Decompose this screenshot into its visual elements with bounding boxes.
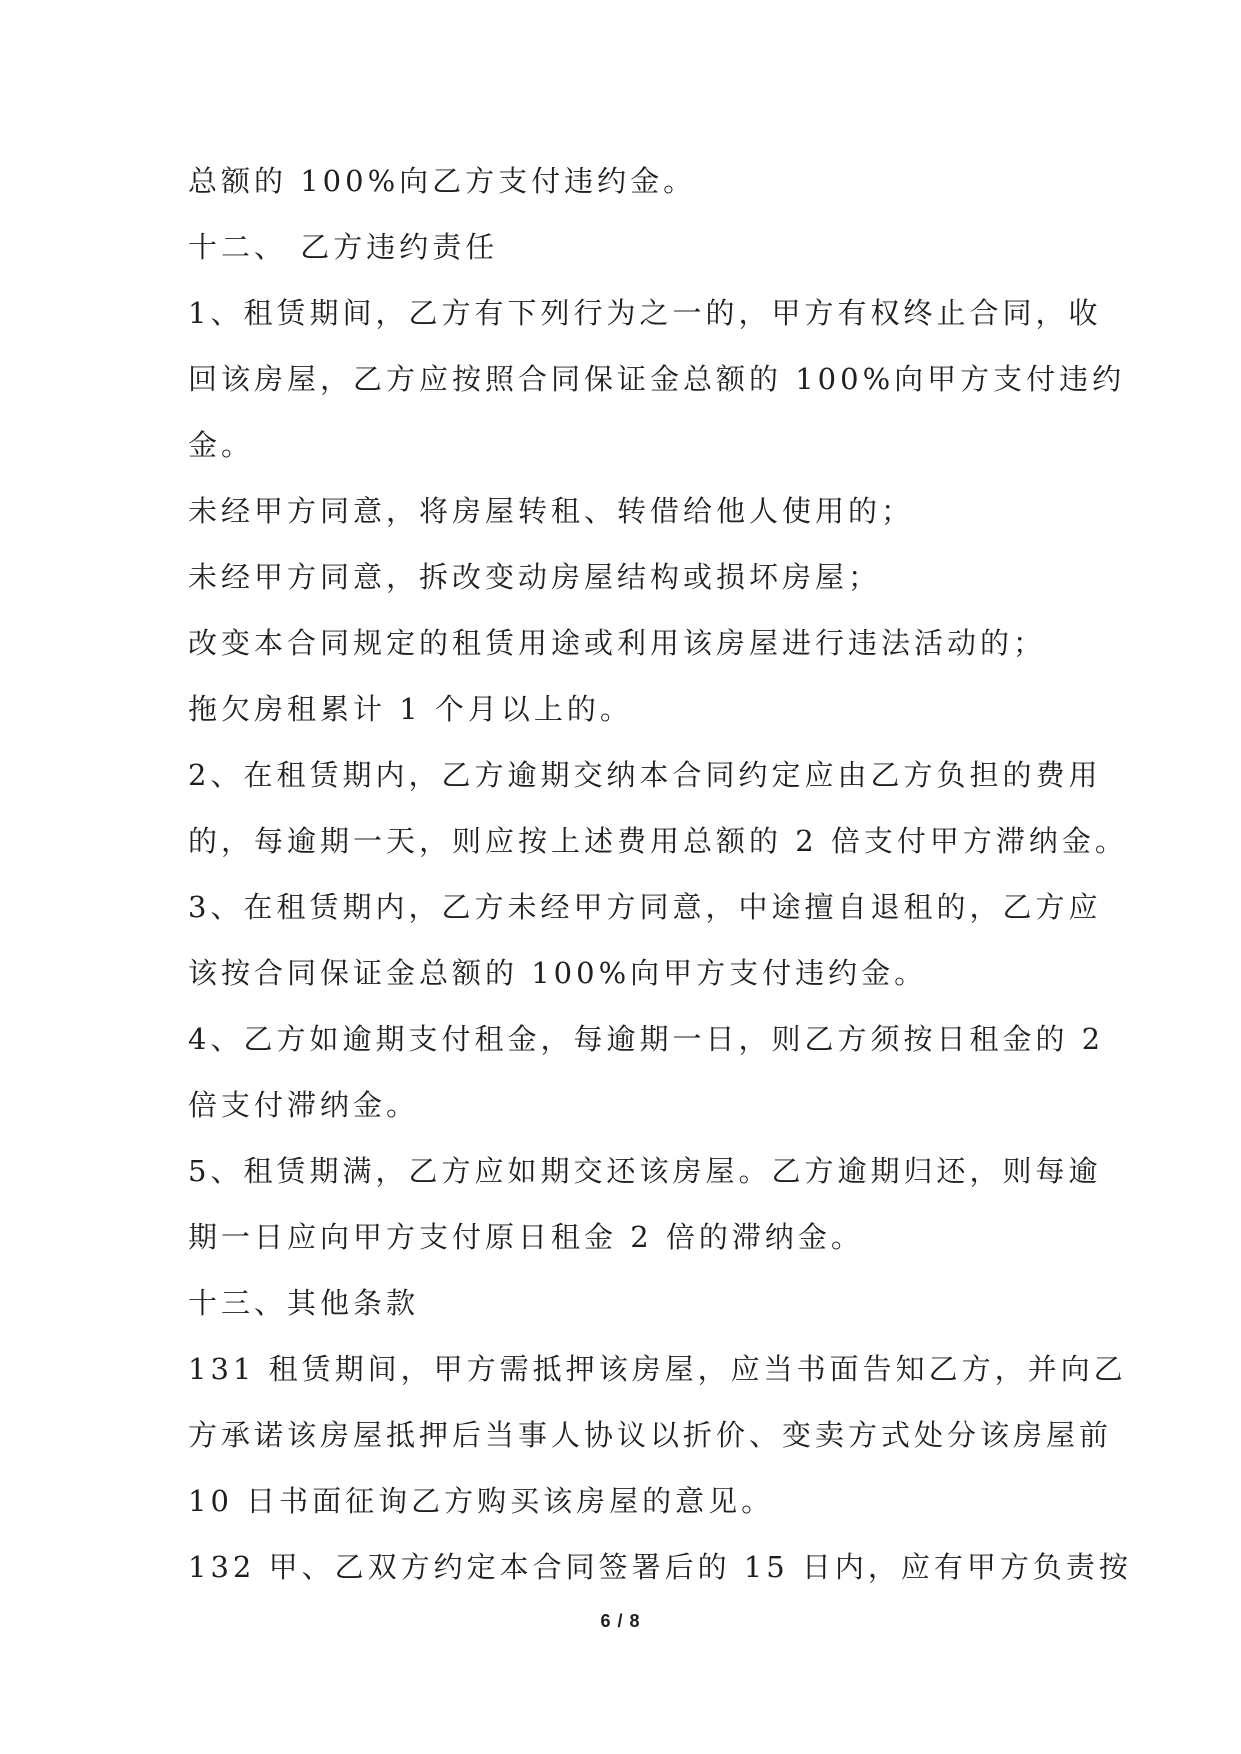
text-line: 1、租赁期间，乙方有下列行为之一的，甲方有权终止合同，收 xyxy=(188,296,1102,330)
text-line: 131 租赁期间，甲方需抵押该房屋，应当书面告知乙方，并向乙 xyxy=(188,1352,1127,1386)
text-line: 3、在租赁期内，乙方未经甲方同意，中途擅自退租的，乙方应 xyxy=(188,890,1102,924)
text-line: 期一日应向甲方支付原日租金 2 倍的滞纳金。 xyxy=(188,1220,864,1254)
text-line: 4、乙方如逾期支付租金，每逾期一日，则乙方须按日租金的 2 xyxy=(188,1022,1105,1056)
document-body xyxy=(188,148,1132,1600)
text-line: 132 甲、乙双方约定本合同签署后的 15 日内，应有甲方负责按 xyxy=(188,1550,1132,1584)
text-line: 回该房屋，乙方应按照合同保证金总额的 100%向甲方支付违约 xyxy=(188,362,1126,396)
text-line: 拖欠房租累计 1 个月以上的。 xyxy=(188,692,633,726)
text-line: 倍支付滞纳金。 xyxy=(188,1088,420,1122)
text-line: 总额的 100%向乙方支付违约金。 xyxy=(188,164,697,198)
text-line: 5、租赁期满，乙方应如期交还该房屋。乙方逾期归还，则每逾 xyxy=(188,1154,1102,1188)
text-line: 方承诺该房屋抵押后当事人协议以折价、变卖方式处分该房屋前 xyxy=(188,1418,1113,1452)
section-heading: 十二、 乙方违约责任 xyxy=(188,230,499,264)
text-line: 未经甲方同意，拆改变动房屋结构或损坏房屋； xyxy=(188,560,882,594)
text-line: 未经甲方同意，将房屋转租、转借给他人使用的； xyxy=(188,494,915,528)
text-line: 该按合同保证金总额的 100%向甲方支付违约金。 xyxy=(188,956,928,990)
text-line: 的，每逾期一天，则应按上述费用总额的 2 倍支付甲方滞纳金。 xyxy=(188,824,1128,858)
section-heading: 十三、其他条款 xyxy=(188,1286,420,1320)
text-line: 10 日书面征询乙方购买该房屋的意见。 xyxy=(188,1484,775,1518)
page-number: 6 / 8 xyxy=(600,1611,641,1631)
text-line: 改变本合同规定的租赁用途或利用该房屋进行违法活动的； xyxy=(188,626,1047,660)
text-line: 2、在租赁期内，乙方逾期交纳本合同约定应由乙方负担的费用 xyxy=(188,758,1102,792)
text-line: 金。 xyxy=(188,428,255,462)
